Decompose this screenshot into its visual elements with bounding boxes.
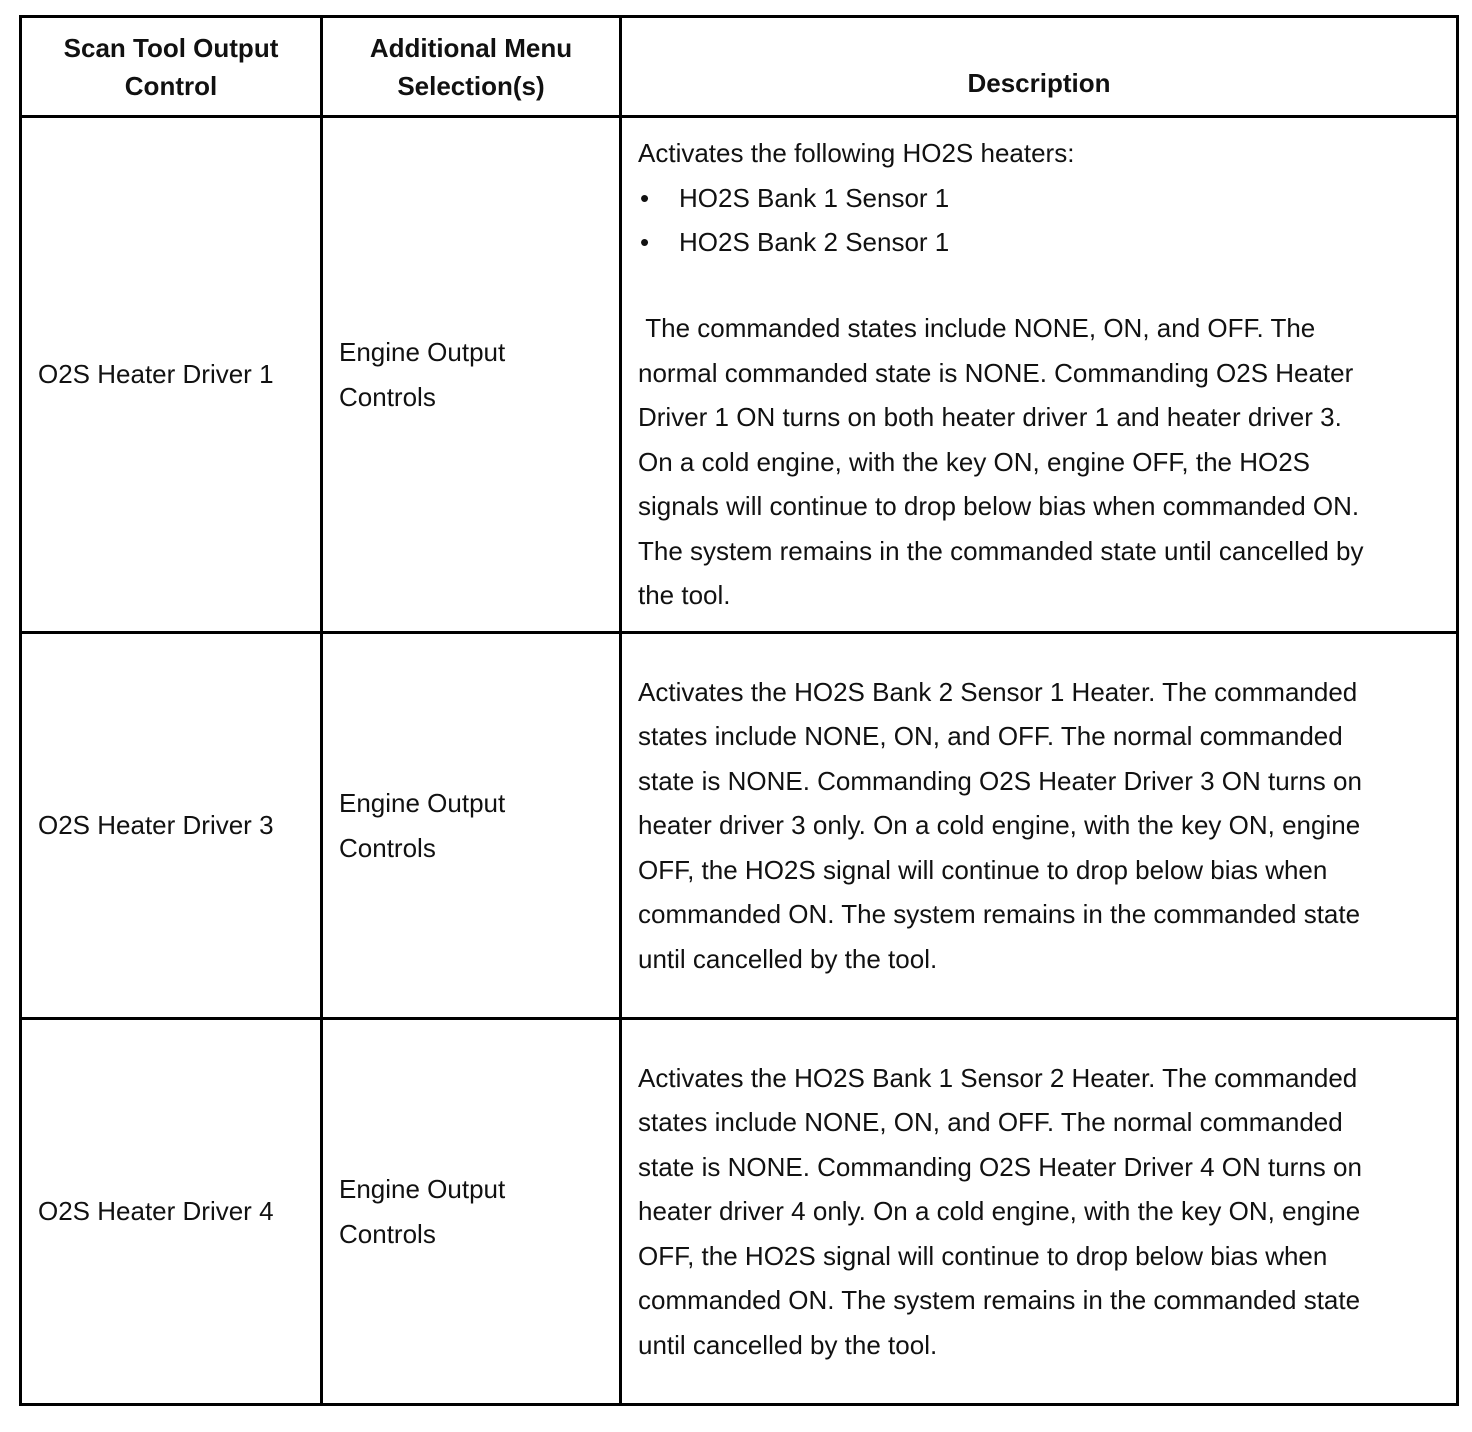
header-scan-tool-output-control: Scan Tool Output Control [21,17,322,117]
description-intro: Activates the following HO2S heaters: [638,138,1075,169]
control-cell: O2S Heater Driver 3 [21,633,322,1019]
header-additional-menu-selections: Additional Menu Selection(s) [322,17,621,117]
paragraph-spacer [638,265,1376,307]
control-cell: O2S Heater Driver 1 [21,117,322,633]
list-item [638,220,1376,265]
description-cell: Activates the HO2S Bank 2 Sensor 1 Heater. The commanded states include NONE, ON, and OFF. The normal commanded state is NONE. Commanding O2S Heater Driver 3 ON turns on heater driver 3 only. On a cold engine, with the key ON, engine OFF, the HO2S signal will continue to drop below bias when commanded ON. The system remains in the commanded state until cancelled by the tool. [621,633,1458,1019]
menu-cell: Engine Output Controls [322,1019,621,1405]
table-row [21,1019,1458,1405]
menu-cell: Engine Output Controls [322,117,621,633]
menu-cell: Engine Output Controls [322,633,621,1019]
table-row [21,633,1458,1019]
table-row [21,117,1458,633]
bullet-icon: • [640,182,650,213]
header-description: Description [621,17,1458,117]
control-cell: O2S Heater Driver 4 [21,1019,322,1405]
list-item-label: HO2S Bank 1 Sensor 1 [679,182,950,213]
description-cell [621,117,1458,633]
bullet-icon: • [640,227,650,258]
heater-list [638,176,1376,265]
output-controls-table [19,15,1459,1406]
list-item [638,176,1376,221]
description-text: The commanded states include NONE, ON, and OFF. The normal commanded state is NONE. Commanding O2S Heater Driver 1 ON turns on both heater driver 1 and heater driver 3. On a cold engine, with the key ON, engine OFF, the HO2S signals will continue to drop below bias when commanded ON. The system remains in the commanded state until cancelled by the tool. [638,313,1371,611]
list-item-label: HO2S Bank 2 Sensor 1 [679,227,950,258]
description-cell: Activates the HO2S Bank 1 Sensor 2 Heater. The commanded states include NONE, ON, and OFF. The normal commanded state is NONE. Commanding O2S Heater Driver 4 ON turns on heater driver 4 only. On a cold engine, with the key ON, engine OFF, the HO2S signal will continue to drop below bias when commanded ON. The system remains in the commanded state until cancelled by the tool. [621,1019,1458,1405]
header-row [21,17,1458,117]
